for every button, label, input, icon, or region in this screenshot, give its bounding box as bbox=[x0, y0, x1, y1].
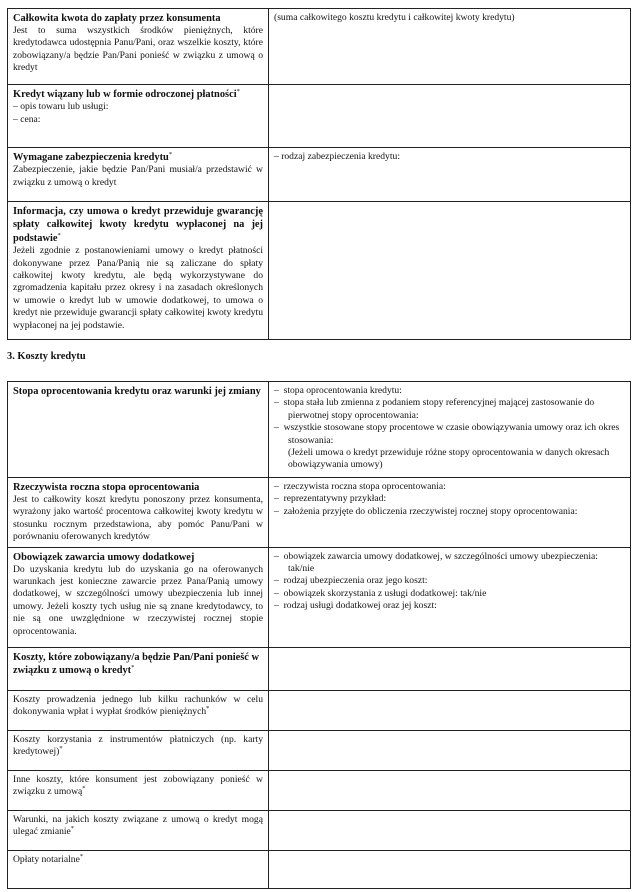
asterisk-mark: * bbox=[82, 784, 86, 792]
row-value-text: (suma całkowitego kosztu kredytu i całkowitej kwoty kredytu) bbox=[274, 12, 515, 23]
apr-value-cell bbox=[269, 478, 631, 548]
table-row bbox=[8, 9, 631, 85]
repayment-guarantee-label-cell bbox=[8, 202, 269, 340]
rate-note: (Jeżeli umowa o kredyt przewiduje różne stopy oprocentowania w danych okresach obowiązywania umowy) bbox=[288, 447, 610, 471]
row-description: Jest to suma wszystkich środków pieniężnych, które kredytodawca udostępnia Panu/Pani, oraz wszelkie koszty, które zobowiązany/a będzie Pan/Pani ponieść w związku z umową o kredyt bbox=[13, 25, 263, 74]
asterisk-mark: * bbox=[57, 231, 61, 239]
repayment-guarantee-value-cell bbox=[269, 202, 631, 340]
asterisk-mark: * bbox=[131, 663, 135, 671]
table-row bbox=[8, 690, 631, 730]
security-value-cell bbox=[269, 148, 631, 202]
list-item: – założenia przyjęte do obliczenia rzeczywistej rocznej stopy oprocentowania: bbox=[274, 505, 578, 517]
row-description: Koszty korzystania z instrumentów płatniczych (np. karty kredytowej) bbox=[13, 733, 263, 758]
list-item: – rodzaj ubezpieczenia oraz jego koszt: bbox=[274, 575, 428, 587]
other-costs-label-cell bbox=[8, 770, 269, 810]
row-description: Koszty prowadzenia jednego lub kilku rachunków w celu dokonywania wpłat i wypłat środków pieniężnych bbox=[13, 693, 263, 718]
row-title: Koszty, które zobowiązany/a będzie Pan/Pani poniešć w związku z umową o kredyt bbox=[13, 651, 260, 677]
list-item: – obowiązek skorzystania z usługi dodatkowej: tak/nie bbox=[274, 587, 487, 599]
tied-credit-label-cell bbox=[8, 85, 269, 148]
table-row bbox=[8, 85, 631, 148]
row-title: Informacja, czy umowa o kredyt przewiduje gwarancję spłaty całkowitej kwoty kredytu wypłaconej na jej podstawie bbox=[13, 206, 263, 244]
interest-rate-value-cell bbox=[269, 382, 631, 478]
additional-contract-value-cell bbox=[269, 547, 631, 647]
asterisk-mark: * bbox=[206, 704, 210, 712]
table-row bbox=[8, 850, 631, 888]
list-item: – cena: bbox=[13, 113, 41, 125]
notary-fees-label-cell bbox=[8, 850, 269, 888]
asterisk-mark: * bbox=[59, 744, 63, 752]
table-row bbox=[8, 547, 631, 647]
table-row bbox=[8, 148, 631, 202]
loan-info-table-2 bbox=[7, 381, 631, 889]
row-description: Zabezpieczenie, jakie będzie Pan/Pani musiał/a przedstawić w związku z umową o kredyt bbox=[13, 164, 263, 188]
loan-info-table-1 bbox=[7, 8, 631, 340]
notary-fees-value-cell bbox=[269, 850, 631, 888]
list-item: – stopa stała lub zmienna z podaniem stopy referencyjnej mającej zastosowanie do pierwotnej stopy oprocentowania: bbox=[274, 397, 595, 421]
asterisk-mark: * bbox=[236, 87, 240, 95]
other-costs-value-cell bbox=[269, 770, 631, 810]
list-item: – stopa oprocentowania kredytu: bbox=[274, 385, 402, 396]
list-item: – obowiązek zawarcia umowy dodatkowej, w szczególności umowy ubezpieczenia: tak/nie bbox=[274, 550, 598, 575]
table-row bbox=[8, 382, 631, 478]
table-row bbox=[8, 478, 631, 548]
total-amount-value-cell bbox=[269, 9, 631, 85]
cost-change-conditions-value-cell bbox=[269, 810, 631, 850]
payment-instruments-value-cell bbox=[269, 730, 631, 770]
row-title: Rzeczywista roczna stopa oprocentowania bbox=[13, 482, 200, 493]
security-label-cell bbox=[8, 148, 269, 202]
table-row bbox=[8, 647, 631, 690]
cost-change-conditions-label-cell bbox=[8, 810, 269, 850]
table-row bbox=[8, 810, 631, 850]
total-amount-label-cell bbox=[8, 9, 269, 85]
table-row bbox=[8, 202, 631, 340]
row-value-text: – rodzaj zabezpieczenia kredytu: bbox=[274, 151, 400, 162]
payment-instruments-label-cell bbox=[8, 730, 269, 770]
asterisk-mark: * bbox=[79, 852, 84, 860]
asterisk-mark: * bbox=[168, 150, 173, 158]
additional-contract-label-cell bbox=[8, 547, 269, 647]
row-description: Warunki, na jakich koszty związane z umową o kredyt mogą ulegać zmianie bbox=[13, 813, 263, 838]
costs-value-cell bbox=[269, 647, 631, 690]
row-description: Jeżeli zgodnie z postanowieniami umowy o kredyt płatności dokonywane przez Pana/Panią nie są zaliczane do spłaty całkowitej kwoty kredytu, ale będą wykorzystywane do zgromadzenia kapitału przez okresy i na zasadach określonych w umowie o kredyt lub w umowie dodatkowej, to umowa o kredyt nie przewiduje gwarancji spłaty całkowitej kwoty kredytu wypłaconej na jej podstawie. bbox=[13, 245, 263, 331]
interest-rate-label-cell bbox=[8, 382, 269, 478]
table-row bbox=[8, 730, 631, 770]
row-description: Do uzyskania kredytu lub do uzyskania go na oferowanych warunkach jest konieczne zawarcie przez Pana/Panią umowy dodatkowej, w szczególności umowy ubezpieczenia lub innej umowy. Jeżeli koszty tych usług nie są znane kredytodawcy, to nie są one uwzględnione w rzeczywistej rocznej stopie oprocentowania. bbox=[13, 563, 263, 637]
row-description: Opłaty notarialne bbox=[13, 853, 80, 865]
account-costs-value-cell bbox=[269, 690, 631, 730]
row-title: Stopa oprocentowania kredytu oraz warunki jej zmiany bbox=[13, 386, 261, 397]
row-title: Wymagane zabezpieczenia kredytu bbox=[13, 152, 169, 163]
list-item: – rzeczywista roczna stopa oprocentowania: bbox=[274, 481, 446, 492]
account-costs-label-cell bbox=[8, 690, 269, 730]
row-title: Całkowita kwota do zapłaty przez konsumenta bbox=[13, 13, 221, 24]
row-description: Inne koszty, które konsument jest zobowiązany ponieść w związku z umową bbox=[13, 773, 263, 798]
tied-credit-value-cell bbox=[269, 85, 631, 148]
row-description: Jest to całkowity koszt kredytu ponoszony przez konsumenta, wyrażony jako wartość procentowa całkowitej kwoty kredytu w stosunku rocznym przedstawiona, aby pomóc Panu/Pani w porównaniu oferowanych kredytów bbox=[13, 494, 263, 543]
costs-label-cell bbox=[8, 647, 269, 690]
list-item: – wszystkie stosowane stopy procentowe w czasie obowiązywania umowy oraz ich okres stosowania: bbox=[274, 422, 620, 446]
asterisk-mark: * bbox=[70, 824, 75, 832]
row-title: Kredyt wiązany lub w formie odroczonej płatności bbox=[13, 89, 237, 100]
table-row bbox=[8, 770, 631, 810]
section-heading: 3. Koszty kredytu bbox=[7, 351, 86, 362]
list-item: – rodzaj usługi dodatkowej oraz jej koszt: bbox=[274, 600, 437, 612]
apr-label-cell bbox=[8, 478, 269, 548]
row-title: Obowiązek zawarcia umowy dodatkowej bbox=[13, 551, 195, 563]
list-item: – opis towaru lub usługi: bbox=[13, 101, 109, 113]
list-item: – reprezentatywny przykład: bbox=[274, 493, 387, 505]
